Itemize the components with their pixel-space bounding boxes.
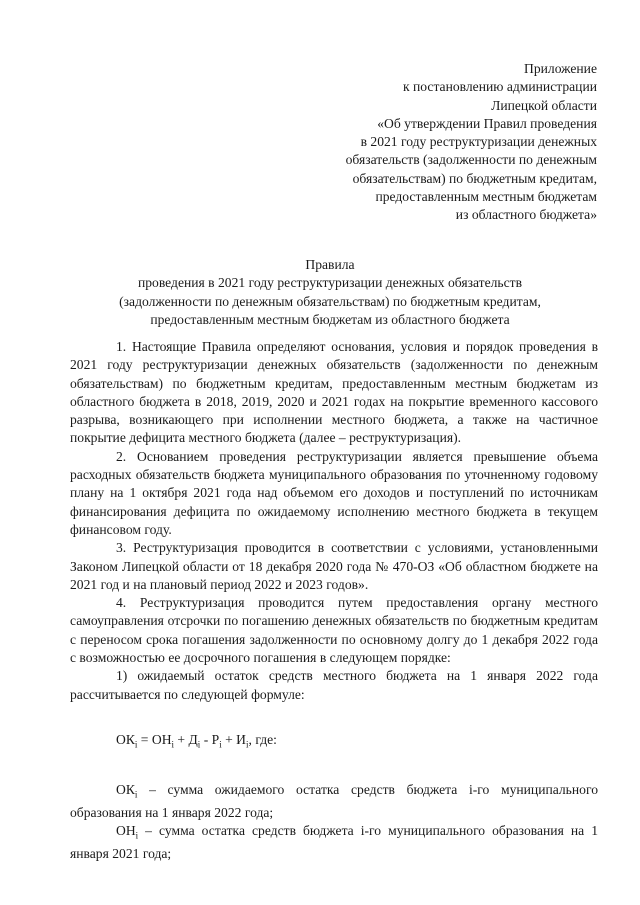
definition-sub: i xyxy=(135,830,139,841)
paragraph-4-1: 1) ожидаемый остаток средств местного бюджета на 1 января 2022 года рассчитывается по следующей формуле: xyxy=(70,668,598,702)
definition-term: ОК xyxy=(116,781,135,797)
definition-sub: i xyxy=(134,789,138,800)
appendix-line: обязательств (задолженности по денежным xyxy=(345,152,597,168)
title-line: (задолженности по денежным обязательствам) по бюджетным кредитам, xyxy=(119,293,541,309)
formula xyxy=(116,731,598,754)
formula-lhs: ОК xyxy=(116,731,135,747)
appendix-line: обязательствам) по бюджетным кредитам, xyxy=(352,170,597,186)
appendix-line: к постановлению администрации xyxy=(403,79,597,95)
appendix-line: «Об утверждении Правил проведения xyxy=(377,115,597,131)
formula-tail: , где: xyxy=(248,731,277,747)
formula-minus: - xyxy=(200,731,212,747)
appendix-header xyxy=(300,60,597,225)
title-line: Правила xyxy=(305,257,355,272)
formula-term-1: ОН xyxy=(151,731,172,747)
title-line: проведения в 2021 году реструктуризации денежных обязательств xyxy=(137,275,523,291)
formula-plus: + xyxy=(221,731,237,747)
document-body xyxy=(70,338,598,864)
formula-sub: i xyxy=(134,739,138,750)
appendix-line: предоставленным местным бюджетам xyxy=(375,189,597,205)
appendix-line: Липецкой области xyxy=(491,97,597,113)
formula-sub: i xyxy=(219,739,222,750)
definition-text: – сумма остатка средств бюджета i-го муниципального образования на 1 января 2021 года; xyxy=(70,823,598,862)
formula-sub: i xyxy=(197,739,201,750)
formula-sub: i xyxy=(171,739,175,750)
formula-term-4: И xyxy=(236,731,246,747)
title-line: предоставленным местным бюджетам из областного бюджета xyxy=(150,311,510,327)
paragraph-2: 2. Основанием проведения реструктуризации является превышение объема расходных обязательств бюджета муниципального образования по уточненному годовому плану на 1 октября 2021 года над объемом его доходов и поступлений по источникам финансирования дефицита по ожидаемому исполнению местного бюджета в текущем финансовом году. xyxy=(70,448,598,537)
definition-on xyxy=(70,822,598,863)
paragraph-1: 1. Настоящие Правила определяют основания, условия и порядок проведения в 2021 году реструктуризации денежных обязательств (задолженности по денежным обязательствам) по бюджетным кредитам, предоставленным местным бюджетам из областного бюджета в 2018, 2019, 2020 и 2021 годах на покрытие временного кассового разрыва, возникающего при исполнении местного бюджета, а также на частичное покрытие дефицита местного бюджета (далее – реструктуризация). xyxy=(70,339,598,446)
formula-plus: + xyxy=(174,731,189,747)
document-title xyxy=(60,256,600,329)
definition-term: ОН xyxy=(116,823,136,839)
formula-term-2: Д xyxy=(188,731,198,747)
formula-sub: i xyxy=(246,739,249,750)
formula-term-3: Р xyxy=(211,731,220,747)
definition-ok xyxy=(70,781,598,822)
formula-eq: = xyxy=(137,731,152,747)
paragraph-3: 3. Реструктуризация проводится в соответствии с условиями, установленными Законом Липецкой области от 18 декабря 2020 года № 470-ОЗ «Об областном бюджете на 2021 год и на плановый период 2022 и 2023 годов». xyxy=(70,540,598,592)
paragraph-4: 4. Реструктуризация проводится путем предоставления органу местного самоуправления отсрочки по погашению денежных обязательств по бюджетным кредитам с переносом срока погашения задолженности по основному долгу до 1 декабря 2022 года с возможностью ее досрочного погашения в следующем порядке: xyxy=(70,595,598,666)
appendix-line: в 2021 году реструктуризации денежных xyxy=(360,134,597,150)
definition-text: – сумма ожидаемого остатка средств бюджета i-го муниципального образования на 1 января 2022 года; xyxy=(70,781,598,820)
appendix-line: из областного бюджета» xyxy=(455,207,597,223)
appendix-line: Приложение xyxy=(524,61,597,76)
